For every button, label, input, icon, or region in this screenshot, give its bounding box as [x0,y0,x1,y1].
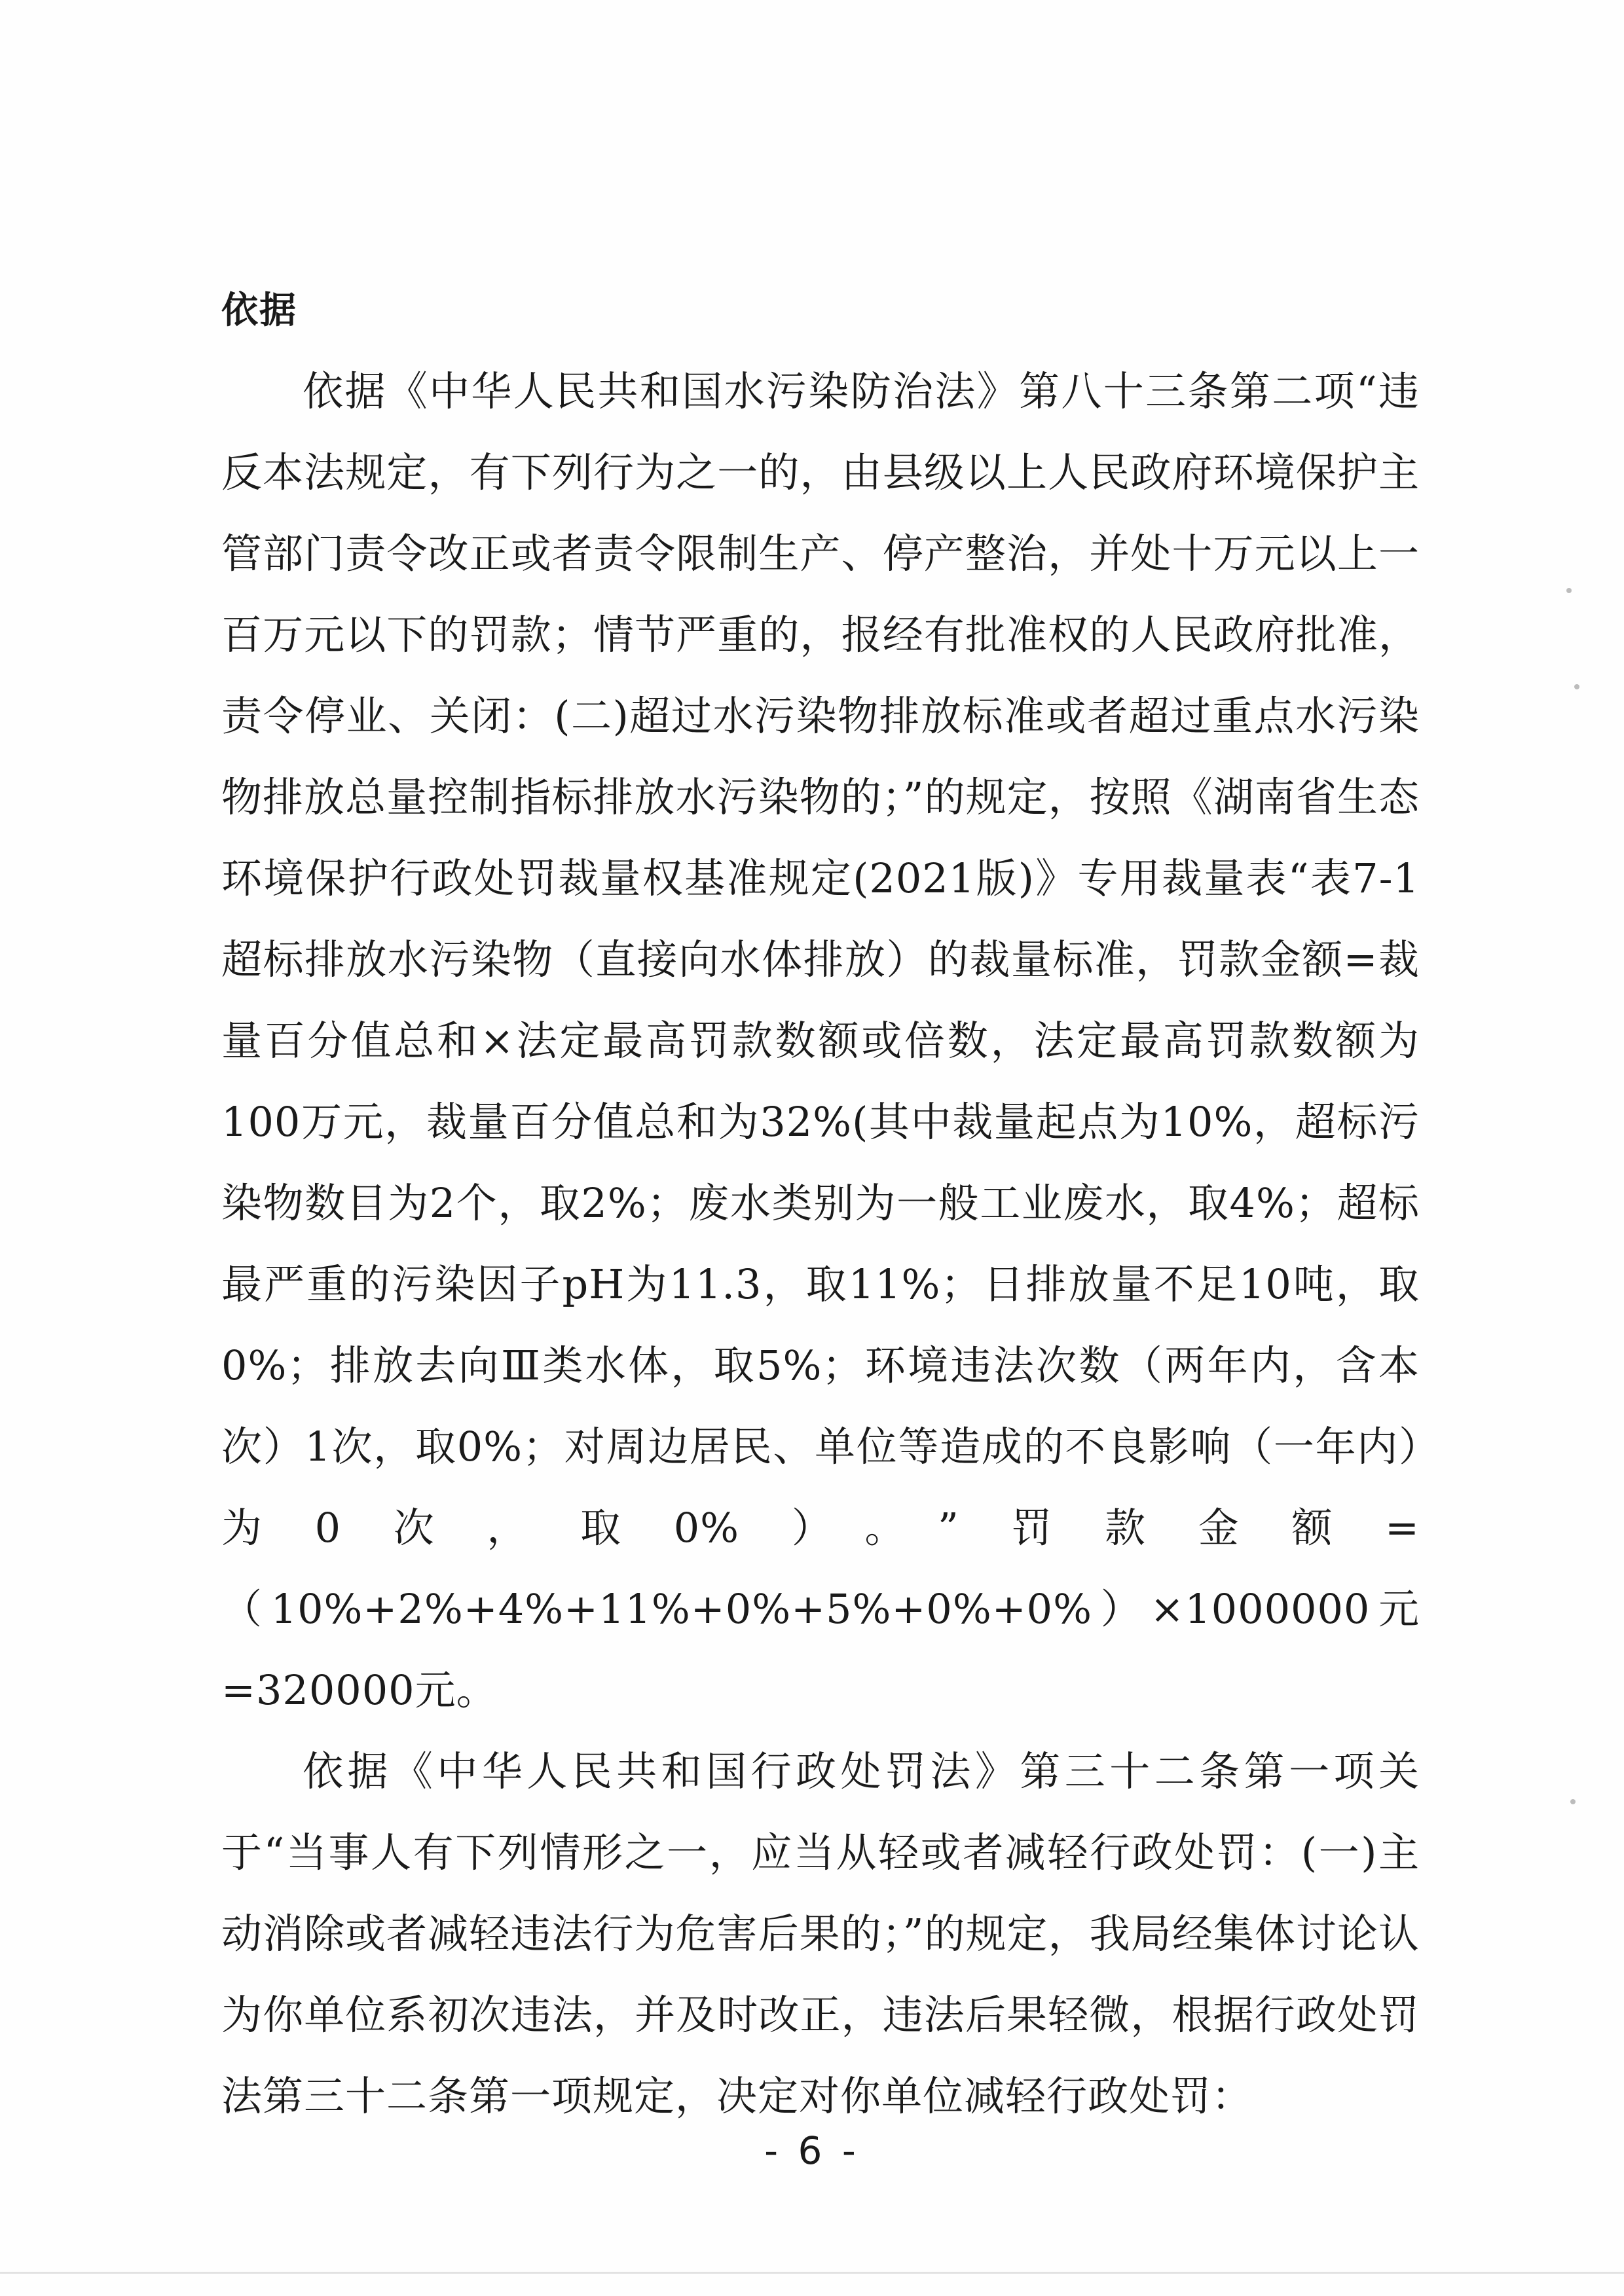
section-heading: 依据 [221,289,297,332]
document-body [221,282,1420,2137]
scan-speck [1574,684,1579,689]
paragraph-legal-basis-penalty: 依据《中华人民共和国水污染防治法》第八十三条第二项“违反本法规定，有下列行为之一的，由县级以上人民政府环境保护主管部门责令改正或者责令限制生产、停产整治，并处十万元以上一百万元以下的罚款；情节严重的，报经有批准权的人民政府批准，责令停业、关闭：(二)超过水污染物排放标准或者超过重点水污染物排放总量控制指标排放水污染物的；”的规定，按照《湖南省生态环境保护行政处罚裁量权基准规定(2021版)》专用裁量表“表7-1 超标排放水污染物（直接向水体排放）的裁量标准，罚款金额=裁量百分值总和×法定最高罚款数额或倍数，法定最高罚款数额为100万元，裁量百分值总和为32%(其中裁量起点为10%，超标污染物数目为2个，取2%；废水类别为一般工业废水，取4%；超标最严重的污染因子pH为11.3，取11%；日排放量不足10吨，取0%；排放去向Ⅲ类水体，取5%；环境违法次数（两年内，含本次）1次，取0%；对周边居民、单位等造成的不良影响（一年内）为0次，取0%）。”罚款金额=（10%+2%+4%+11%+0%+5%+0%+0%）×1000000元=320000元。 [221,367,1420,1714]
scan-bottom-edge [0,2272,1624,2274]
paragraph-penalty-reduction: 依据《中华人民共和国行政处罚法》第三十二条第一项关于“当事人有下列情形之一，应当从轻或者减轻行政处罚：(一)主动消除或者减轻违法行为危害后果的；”的规定，我局经集体讨论认为你单位系初次违法，并及时改正，违法后果轻微，根据行政处罚法第三十二条第一项规定，决定对你单位减轻行政处罚： [221,1747,1420,2120]
scan-speck [1570,1799,1576,1804]
page-number: - 6 - [764,2128,860,2173]
scan-speck [1566,588,1572,593]
